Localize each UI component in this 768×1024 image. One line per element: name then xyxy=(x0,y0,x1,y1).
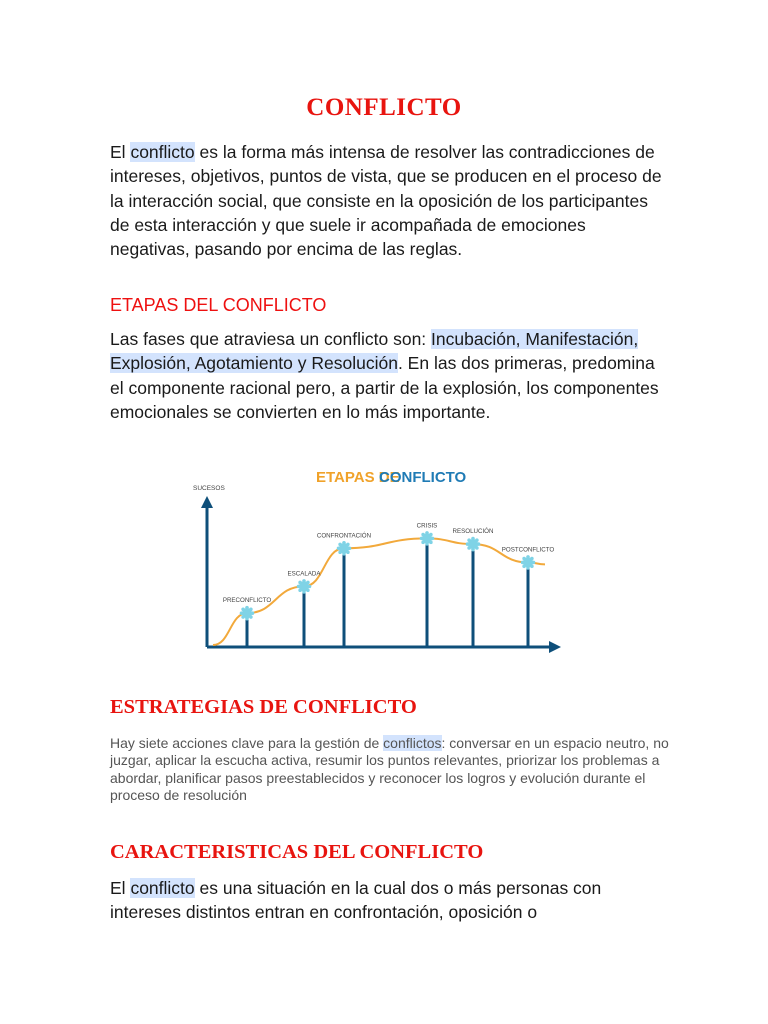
etapas-heading: ETAPAS DEL CONFLICTO xyxy=(110,295,327,315)
etapas-text-rest: . En las dos primeras, predomina el componente racional pero, a partir de la explosión, los componentes emocionales se convierten en lo más importante. xyxy=(110,353,659,422)
estrategias-heading: ESTRATEGIAS DE CONFLICTO xyxy=(110,696,417,718)
chart-point-marker xyxy=(521,555,536,570)
chart-title-part2: CONFLICTO xyxy=(379,469,467,486)
chart-labels xyxy=(223,522,555,604)
etapas-highlight-link[interactable]: Incubación, Manifestación, Explosión, Agotamiento y Resolución xyxy=(110,329,639,374)
caracteristicas-paragraph xyxy=(110,876,670,925)
chart-axes xyxy=(201,496,561,653)
chart-point-marker xyxy=(297,579,312,594)
chart-markers xyxy=(240,531,536,620)
estrategias-highlight-link[interactable]: conflictos xyxy=(383,735,442,751)
caracteristicas-text-rest: es una situación en la cual dos o más personas con intereses distintos entran en confrontación, oposición o xyxy=(110,878,602,923)
caracteristicas-highlight-link[interactable]: conflicto xyxy=(130,878,195,898)
chart-stems xyxy=(247,538,528,647)
chart-curve xyxy=(213,538,545,645)
intro-highlight-link[interactable]: conflicto xyxy=(130,142,195,162)
chart-point-marker xyxy=(337,541,352,556)
chart-stage-label: CRISIS xyxy=(416,522,438,530)
chart-stage-label: RESOLUCIÓN xyxy=(452,528,494,536)
caracteristicas-heading: CARACTERISTICAS DEL CONFLICTO xyxy=(110,841,484,863)
caracteristicas-text-start: El xyxy=(110,878,131,898)
chart-x-axis-arrow xyxy=(549,641,561,653)
chart-point-marker xyxy=(240,606,255,621)
chart-point-marker xyxy=(420,531,435,546)
estrategias-paragraph xyxy=(110,735,670,805)
intro-text-rest: es la forma más intensa de resolver las contradicciones de intereses, objetivos, puntos de vista, que se producen en el proceso de la interacción social, que consiste en la oposición de los participantes de esta interacción y que suele ir acompañada de emociones negativas, pasando por encima de las reglas. xyxy=(110,142,662,260)
chart-y-label: SUCESOS xyxy=(193,485,225,492)
page-title: CONFLICTO xyxy=(306,94,462,121)
chart-point-marker xyxy=(466,537,481,552)
chart-stage-label: PRECONFLICTO xyxy=(222,597,272,605)
chart-title-part1: ETAPAS DE xyxy=(316,469,400,486)
etapas-paragraph xyxy=(110,327,670,424)
estrategias-text-start: Hay siete acciones clave para la gestión de xyxy=(110,735,384,751)
intro-paragraph xyxy=(110,140,670,261)
etapas-text-start: Las fases que atraviesa un conflicto son: xyxy=(110,329,432,349)
intro-text-start: El xyxy=(110,142,131,162)
stages-chart xyxy=(187,458,567,680)
estrategias-text-rest: : conversar en un espacio neutro, no juzgar, aplicar la escucha activa, resumir los puntos relevantes, priorizar los problemas a abordar, planificar pasos preestablecidos y reconocer los logros y evolución durante el proceso de resolución xyxy=(110,735,669,804)
chart-y-axis-arrow xyxy=(201,496,213,508)
chart-stage-label: CONFRONTACIÓN xyxy=(316,532,372,540)
chart-stage-label: POSTCONFLICTO xyxy=(501,546,555,554)
chart-stage-label: ESCALADA xyxy=(287,570,321,578)
